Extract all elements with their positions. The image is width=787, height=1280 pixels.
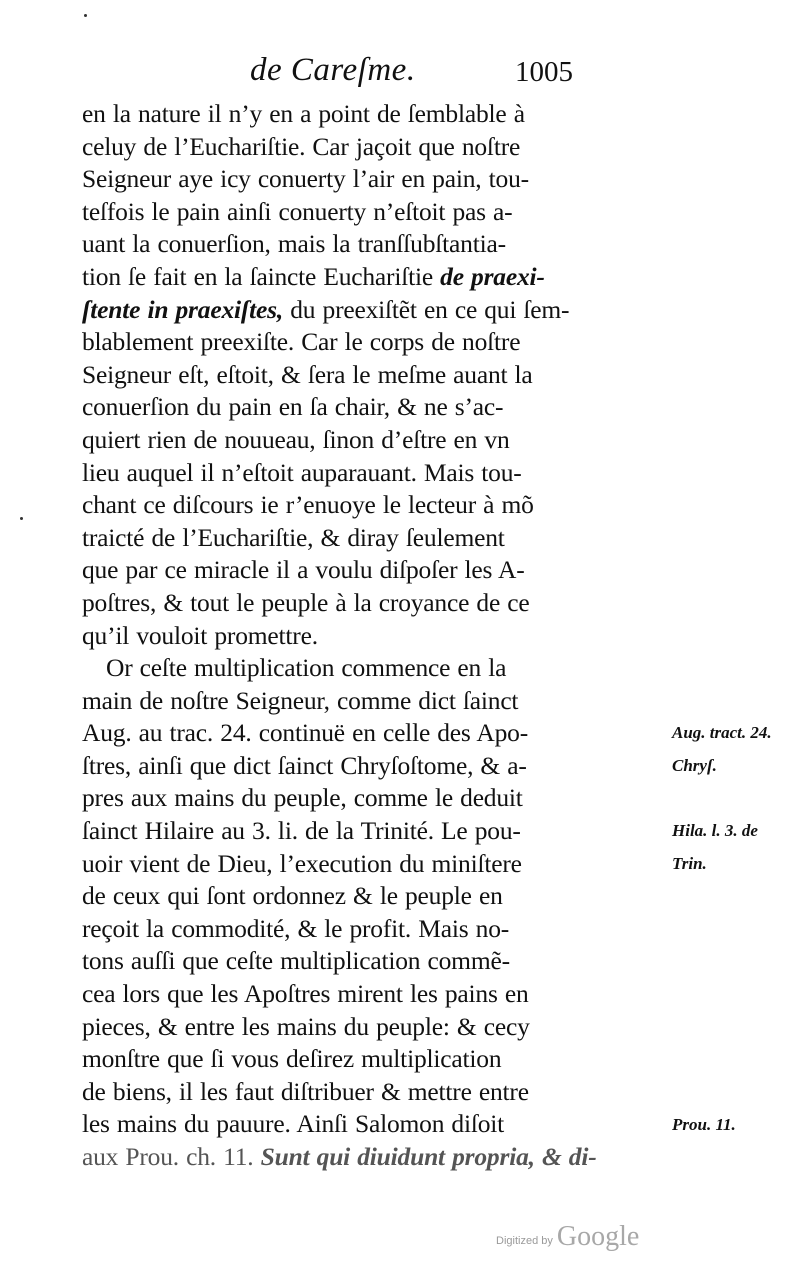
text-line-content: tion ſe fait en la ſaincte Euchariſtie — [82, 261, 441, 291]
text-line — [82, 554, 590, 587]
text-line — [82, 359, 590, 392]
text-line — [82, 163, 590, 196]
text-line — [82, 815, 590, 848]
text-line-content: les mains du pauure. Ainſi Salomon diſoit — [82, 1109, 505, 1139]
text-line — [82, 489, 590, 522]
text-line — [82, 522, 590, 555]
body-text — [82, 98, 772, 1174]
google-logo: Google — [556, 1221, 640, 1252]
google-watermark — [496, 1218, 639, 1252]
digitized-by-label: Digitized by — [496, 1235, 553, 1247]
text-line — [82, 652, 590, 685]
stray-mark — [20, 517, 23, 520]
text-line-content: Seigneur aye icy conuerty l’air en pain, tou- — [82, 164, 529, 194]
stray-mark — [84, 14, 87, 17]
latin-quotation: Sunt qui diuidunt propria, & di- — [260, 1142, 597, 1171]
margin-note: Hila. l. 3. de — [672, 821, 758, 841]
text-line-content: quiert rien de nouueau, ſinon d’eſtre en vn — [82, 424, 510, 454]
text-line — [82, 587, 590, 620]
text-line-content: poſtres, & tout le peuple à la croyance de ce — [82, 587, 530, 617]
text-line-content: blablement preexiſte. Car le corps de noſtre — [82, 327, 521, 357]
text-line-content: en la nature il n’y en a point de ſemblable à — [82, 99, 525, 128]
text-line-continuation: du preexiſtẽt en ce qui ſem- — [283, 294, 570, 324]
text-line — [82, 782, 590, 815]
text-line-content: monſtre que ſi vous deſirez multiplication — [82, 1044, 502, 1074]
text-line — [82, 98, 590, 131]
text-line-content: aux Prou. ch. 11. — [82, 1142, 261, 1171]
text-line-content: lieu auquel il n’eſtoit auparauant. Mais tou- — [82, 457, 522, 487]
margin-note: Chryſ. — [672, 756, 717, 775]
text-line-content: Seigneur eſt, eſtoit, & ſera le meſme auant la — [82, 359, 533, 389]
text-line — [82, 620, 590, 653]
text-line — [82, 717, 590, 750]
margin-note: Trin. — [672, 853, 707, 873]
text-line — [82, 196, 590, 229]
text-line-content: traicté de l’Euchariſtie, & diray ſeulement — [82, 522, 505, 552]
latin-quotation: de praexi- — [440, 261, 545, 291]
text-line — [82, 424, 590, 457]
margin-note: Aug. tract. 24. — [672, 723, 772, 743]
text-line-content: de ceux qui ſont ordonnez & le peuple en — [82, 881, 503, 911]
text-line-content: pieces, & entre les mains du peuple: & cecy — [82, 1011, 530, 1041]
margin-note: Prou. 11. — [672, 1114, 736, 1134]
text-line-content: ſainct Hilaire au 3. li. de la Trinité. Le pou- — [82, 816, 521, 846]
text-line — [82, 294, 590, 327]
text-line-content: qu’il vouloit promettre. — [82, 620, 318, 650]
text-line — [82, 457, 590, 490]
text-line-content: tons auſſi que ceſte multiplication commẽ- — [82, 946, 510, 976]
text-line-content: Aug. au trac. 24. continuë en celle des Apo- — [82, 718, 529, 748]
text-line — [82, 848, 590, 881]
text-line — [82, 228, 590, 261]
text-line-content: pres aux mains du peuple, comme le deduit — [82, 783, 523, 813]
text-line-content: chant ce diſcours ie r’enuoye le lecteur à mõ — [82, 490, 534, 520]
text-line-content: conuerſion du pain en ſa chair, & ne s’ac- — [82, 392, 504, 422]
text-line-content: celuy de l’Euchariſtie. Car jaçoit que noſtre — [82, 131, 521, 161]
text-line — [82, 685, 590, 718]
text-line-content: main de noſtre Seigneur, comme dict ſainct — [82, 685, 519, 715]
text-line-content: de biens, il les faut diſtribuer & mettre entre — [82, 1076, 529, 1106]
text-line — [82, 880, 590, 913]
text-line-content: Or ceſte multiplication commence en la — [106, 653, 507, 683]
text-line-content: teſfois le pain ainſi conuerty n’eſtoit pas a- — [82, 196, 513, 226]
text-line — [82, 131, 590, 164]
text-line — [82, 945, 590, 978]
text-line-content: uant la conuerſion, mais la tranſſubſtantia- — [82, 229, 506, 259]
text-line — [82, 1076, 590, 1109]
page-number: 1005 — [515, 56, 573, 88]
text-line — [82, 1011, 590, 1044]
text-line — [82, 326, 590, 359]
running-title: de Careſme. — [250, 52, 416, 88]
page-header — [0, 52, 787, 96]
latin-quotation: ſtente in praexiſtes, — [82, 294, 284, 324]
text-line — [82, 1108, 590, 1141]
text-line-content: cea lors que les Apoſtres mirent les pains en — [82, 979, 529, 1009]
text-line — [82, 913, 590, 946]
text-line — [82, 978, 590, 1011]
text-line-content: ſtres, ainſi que dict ſainct Chryſoſtome, & a- — [82, 750, 527, 780]
text-line — [82, 391, 590, 424]
text-line — [82, 261, 590, 294]
text-line-content: que par ce miracle il a voulu diſpoſer les A- — [82, 555, 525, 585]
text-line — [82, 1141, 597, 1174]
text-line — [82, 750, 590, 783]
text-line — [82, 1043, 590, 1076]
text-line-content: reçoit la commodité, & le profit. Mais no- — [82, 913, 510, 943]
text-line-content: uoir vient de Dieu, l’execution du miniſtere — [82, 848, 522, 878]
